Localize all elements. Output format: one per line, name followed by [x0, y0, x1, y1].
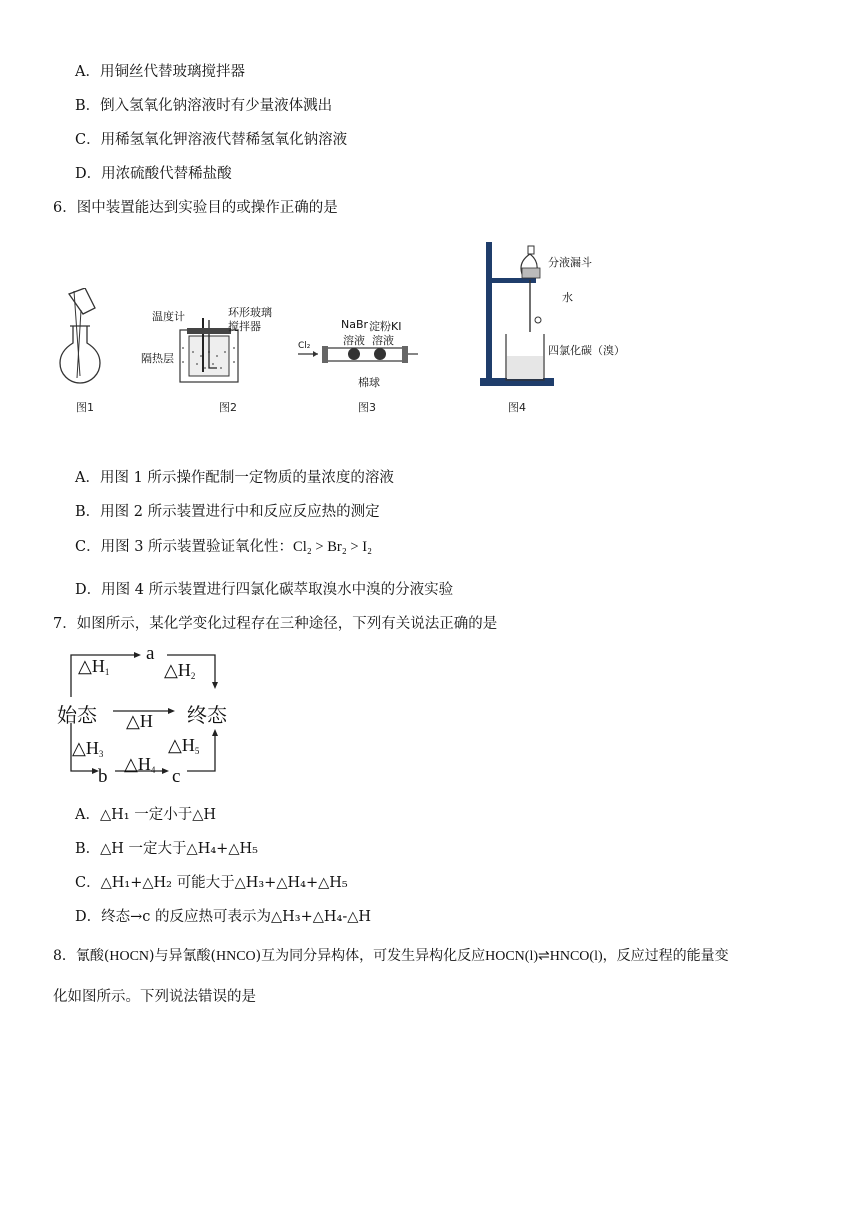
stirrer-label-line1: 环形玻璃	[228, 306, 272, 319]
q5-option-b: B．倒入氢氧化钠溶液时有少量液体溅出	[75, 98, 333, 114]
q6-option-b: B．用图 2 所示装置进行中和反应反应热的测定	[75, 504, 380, 520]
ki-label-line2: 溶液	[372, 334, 394, 347]
dh5-label	[168, 735, 199, 756]
dh5-text: △H	[168, 735, 195, 755]
q6-option-a: A．用图 1 所示操作配制一定物质的量浓度的溶液	[75, 470, 394, 486]
stirrer-label-line2: 搅拌器	[228, 320, 261, 333]
q8-stem-line2: 化如图所示。下列说法错误的是	[53, 989, 256, 1005]
q8-eq-arrow: ⇌	[538, 949, 550, 964]
funnel-label: 分液漏斗	[548, 256, 592, 269]
q8-stem-line1	[53, 946, 729, 967]
initial-state: 始态	[57, 703, 97, 727]
dh2-text: △H	[164, 660, 191, 680]
dh2-subscript: 2	[190, 671, 196, 681]
dh3-label	[72, 738, 103, 759]
intermediate-c: c	[172, 766, 181, 787]
q5-option-a: A．用铜丝代替玻璃搅拌器	[75, 64, 245, 80]
q6-option-d: D．用图 4 所示装置进行四氯化碳萃取溴水中溴的分液实验	[75, 582, 454, 598]
dh5-subscript: 5	[194, 746, 200, 756]
ccl4-label: 四氯化碳（溴）	[548, 344, 625, 357]
cotton-label: 棉球	[358, 376, 380, 389]
ki-label-line1: 淀粉KI	[369, 320, 402, 333]
nabr-label-line2: 溶液	[343, 334, 365, 347]
q6-option-c-formula: Cl₂ > Br₂ > I₂	[293, 539, 373, 555]
thermometer-label: 温度计	[152, 310, 185, 323]
q7-stem: 7．如图所示，某化学变化过程存在三种途径，下列有关说法正确的是	[53, 616, 498, 632]
figure-2-caption: 图2	[219, 401, 237, 414]
insulation-label: 隔热层	[141, 352, 174, 365]
q8-text-d: ，反应过程的能量变	[602, 948, 729, 964]
q6-stem: 6．图中装置能达到实验目的或操作正确的是	[53, 200, 338, 216]
dh1-text: △H	[78, 656, 105, 676]
dh1-subscript: 1	[104, 667, 110, 677]
q8-text-c: )互为同分异构体，可发生异构化反应	[255, 948, 486, 964]
dh4-text: △H	[124, 754, 151, 774]
q8-text-b: )与异氰酸(	[149, 948, 216, 964]
dh4-label	[124, 754, 155, 775]
intermediate-b: b	[98, 766, 108, 787]
q7-option-c: C．△H₁+△H₂ 可能大于△H₃+△H₄+△H₅	[75, 875, 348, 891]
q6-option-c	[75, 537, 372, 557]
dh1-label	[78, 656, 109, 677]
cl2-label: Cl₂	[298, 341, 311, 351]
dh4-subscript: 4	[150, 765, 156, 775]
q7-option-a: A．△H₁ 一定小于△H	[75, 807, 216, 823]
final-state: 终态	[187, 703, 227, 727]
q7-option-d: D．终态→c 的反应热可表示为△H₃+△H₄-△H	[75, 909, 372, 925]
q6-option-c-text: C．用图 3 所示装置验证氧化性：	[75, 539, 294, 555]
dh3-text: △H	[72, 738, 99, 758]
figure-1-caption: 图1	[76, 401, 94, 414]
figure-4-caption: 图4	[508, 401, 526, 414]
dh-label: △H	[126, 711, 153, 731]
dh2-label	[164, 660, 195, 681]
dh3-subscript: 3	[98, 749, 104, 759]
figure-1-flask-illustration	[55, 288, 125, 388]
q8-hocn: HOCN	[109, 949, 150, 964]
nabr-label-line1: NaBr	[341, 318, 369, 331]
q8-hnco: HNCO	[215, 949, 256, 964]
figure-3-caption: 图3	[358, 401, 376, 414]
q8-eq-right: HNCO(l)	[549, 949, 603, 964]
q8-text-a: 8．氰酸(	[53, 948, 110, 964]
water-label: 水	[562, 291, 573, 304]
q5-option-d: D．用浓硫酸代替稀盐酸	[75, 166, 232, 182]
q7-option-b: B．△H 一定大于△H₄+△H₅	[75, 841, 258, 857]
q8-eq-left: HOCN(l)	[485, 949, 539, 964]
q5-option-c: C．用稀氢氧化钾溶液代替稀氢氧化钠溶液	[75, 132, 348, 148]
intermediate-a: a	[146, 643, 155, 664]
